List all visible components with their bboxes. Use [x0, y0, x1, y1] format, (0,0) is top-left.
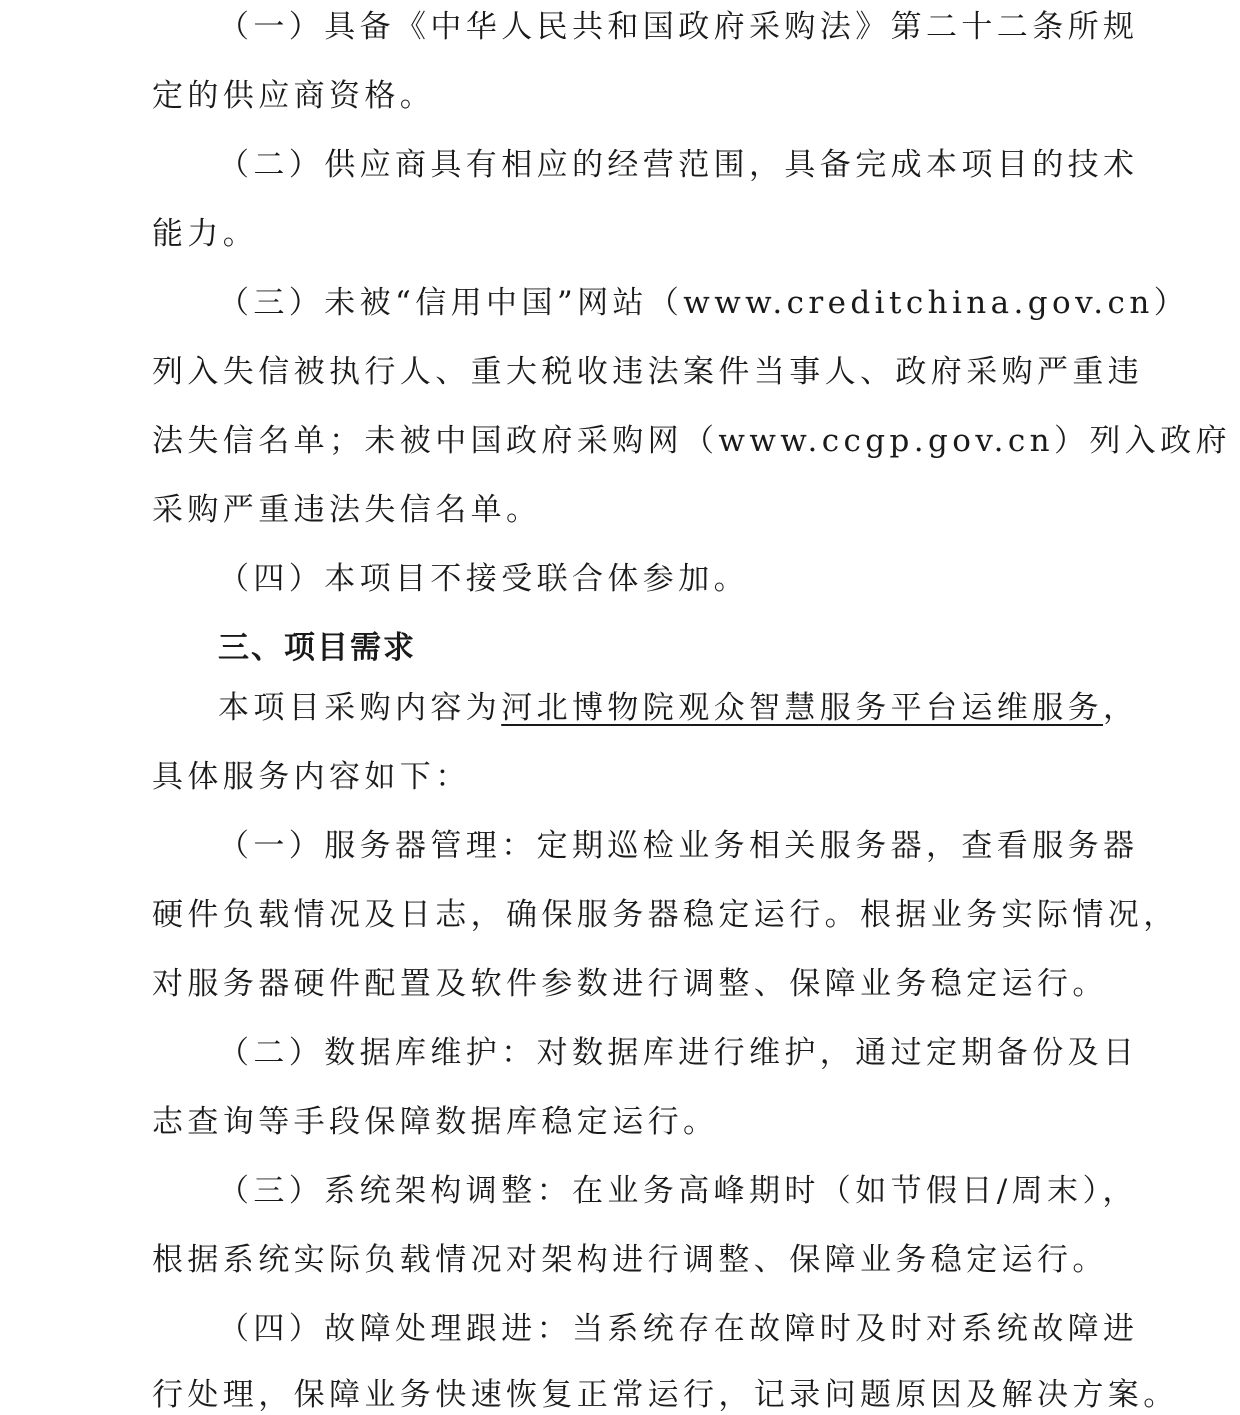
- paragraph-line: 采购严重违法失信名单。: [152, 492, 542, 528]
- paragraph-line: （二）数据库维护：对数据库进行维护，通过定期备份及日: [218, 1035, 1139, 1071]
- intro-suffix: ，: [1103, 690, 1139, 726]
- paragraph-line: 行处理，保障业务快速恢复正常运行，记录问题原因及解决方案。: [152, 1377, 1179, 1413]
- paragraph-line: 定的供应商资格。: [152, 78, 436, 114]
- paragraph-line: 法失信名单；未被中国政府采购网（www.ccgp.gov.cn）列入政府: [152, 423, 1231, 459]
- paragraph-line: 志查询等手段保障数据库稳定运行。: [152, 1104, 719, 1140]
- paragraph-line: 具体服务内容如下：: [152, 759, 471, 795]
- paragraph-line: （二）供应商具有相应的经营范围，具备完成本项目的技术: [218, 147, 1139, 183]
- paragraph-line: （一）具备《中华人民共和国政府采购法》第二十二条所规: [218, 9, 1139, 45]
- paragraph-line: 能力。: [152, 216, 259, 252]
- paragraph-line: 根据系统实际负载情况对架构进行调整、保障业务稳定运行。: [152, 1242, 1108, 1278]
- section-heading: 三、项目需求: [218, 630, 416, 666]
- paragraph-line: 硬件负载情况及日志，确保服务器稳定运行。根据业务实际情况，: [152, 897, 1179, 933]
- paragraph-line: （三）未被“信用中国”网站（www.creditchina.gov.cn）: [218, 285, 1190, 321]
- paragraph-line: （四）本项目不接受联合体参加。: [218, 561, 749, 597]
- intro-prefix: 本项目采购内容为: [218, 690, 502, 726]
- paragraph-line: （三）系统架构调整：在业务高峰期时（如节假日/周末），: [218, 1173, 1138, 1209]
- intro-line: [218, 688, 1139, 728]
- paragraph-line: 对服务器硬件配置及软件参数进行调整、保障业务稳定运行。: [152, 966, 1108, 1002]
- paragraph-line: 列入失信被执行人、重大税收违法案件当事人、政府采购严重违: [152, 354, 1144, 390]
- paragraph-line: （四）故障处理跟进：当系统存在故障时及时对系统故障进: [218, 1311, 1139, 1347]
- project-name-underlined: 河北博物院观众智慧服务平台运维服务: [501, 690, 1104, 726]
- paragraph-line: （一）服务器管理：定期巡检业务相关服务器，查看服务器: [218, 828, 1139, 864]
